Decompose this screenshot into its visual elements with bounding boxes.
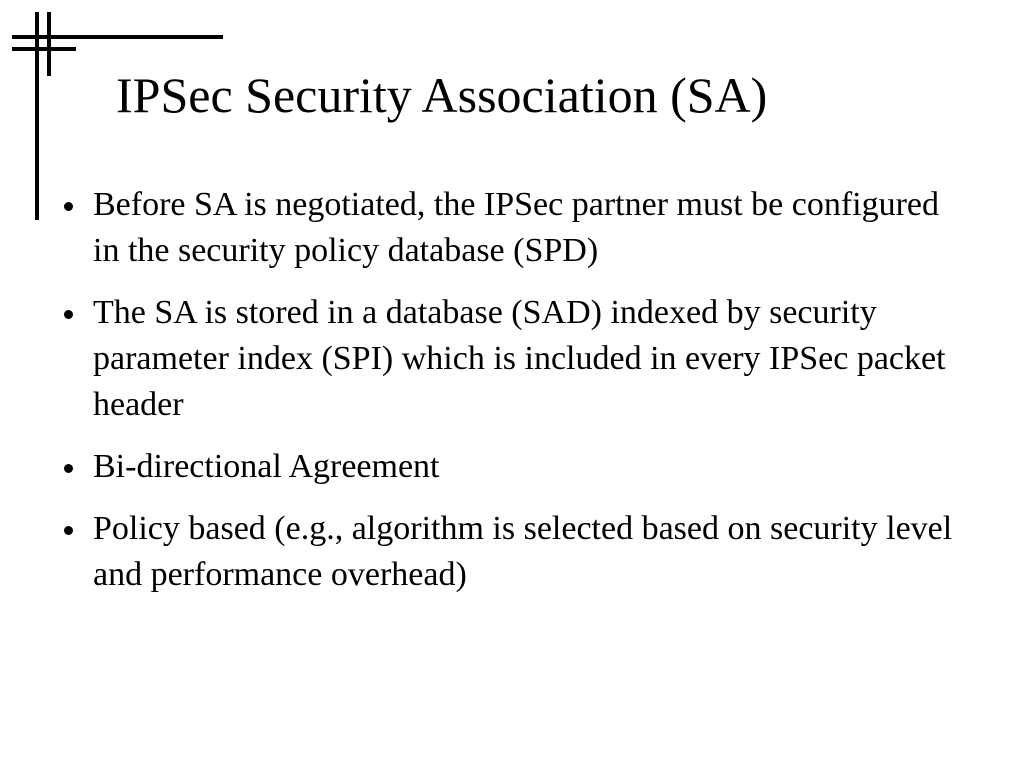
bullet-item-spd (60, 182, 960, 274)
corner-line-vertical-short (47, 12, 51, 76)
bullet-text: Bi-directional Agreement (93, 448, 440, 485)
bullet-dot-icon (64, 526, 73, 535)
bullet-item-sad (60, 290, 960, 428)
corner-line-vertical-long (35, 12, 39, 220)
slide-title: IPSec Security Association (SA) (116, 67, 768, 123)
bullet-text: Policy based (e.g., algorithm is selected based on security level and performance overhead) (93, 510, 953, 593)
bullet-dot-icon (64, 310, 73, 319)
bullet-text: Before SA is negotiated, the IPSec partner must be configured in the security policy database (SPD) (93, 186, 939, 269)
bullet-list (60, 182, 960, 614)
bullet-item-policy (60, 506, 960, 598)
bullet-text: The SA is stored in a database (SAD) indexed by security parameter index (SPI) which is included in every IPSec packet header (93, 294, 946, 423)
bullet-dot-icon (64, 464, 73, 473)
bullet-dot-icon (64, 202, 73, 211)
corner-line-horizontal-short (12, 47, 76, 51)
corner-line-horizontal-long (12, 35, 223, 39)
bullet-item-bidirectional (60, 444, 960, 490)
